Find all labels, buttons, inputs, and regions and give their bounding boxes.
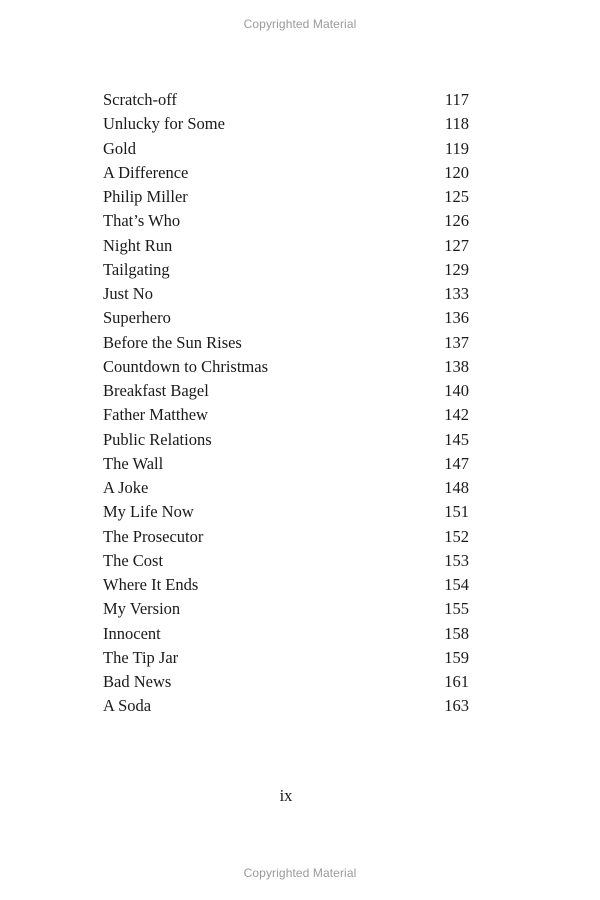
toc-entry bbox=[103, 403, 469, 427]
toc-entry-title: The Prosecutor bbox=[103, 526, 204, 546]
toc-entry-page: 117 bbox=[444, 90, 469, 109]
toc-entry bbox=[103, 476, 469, 500]
toc-entry-page: 120 bbox=[444, 162, 469, 182]
toc-entry-page: 155 bbox=[444, 599, 469, 619]
toc-entry bbox=[103, 258, 469, 282]
toc-entry-page: 140 bbox=[444, 381, 469, 400]
toc-entry-title: Superhero bbox=[103, 308, 171, 328]
toc-entry bbox=[103, 452, 469, 476]
toc-entry bbox=[103, 549, 469, 573]
toc-entry-title: Bad News bbox=[103, 672, 172, 691]
toc-entry-title: Before the Sun Rises bbox=[103, 332, 242, 352]
toc-entry bbox=[103, 646, 469, 670]
toc-entry-page: 137 bbox=[444, 332, 469, 352]
toc-entry-title: The Tip Jar bbox=[103, 647, 179, 667]
toc-entry-title: Countdown to Christmas bbox=[103, 356, 269, 376]
toc-entry bbox=[103, 209, 469, 233]
toc-entry-title: That’s Who bbox=[103, 211, 181, 231]
page-number: ix bbox=[279, 786, 293, 805]
toc-entry-title: A Difference bbox=[103, 162, 189, 182]
copyright-watermark-top: Copyrighted Material bbox=[243, 17, 357, 31]
toc-entry-page: 148 bbox=[444, 478, 469, 497]
toc-entry-page: 159 bbox=[444, 647, 469, 667]
table-of-contents bbox=[103, 88, 469, 719]
toc-entry-title: Unlucky for Some bbox=[103, 114, 225, 134]
toc-entry bbox=[103, 282, 469, 306]
toc-entry-title: Philip Miller bbox=[103, 187, 188, 206]
toc-entry bbox=[103, 622, 469, 646]
toc-entry-title: Breakfast Bagel bbox=[103, 381, 209, 400]
toc-entry-page: 118 bbox=[444, 114, 469, 134]
toc-entry-title: A Soda bbox=[103, 696, 152, 716]
toc-entry-title: The Cost bbox=[103, 550, 164, 570]
toc-entry-page: 145 bbox=[444, 429, 469, 449]
toc-entry-page: 158 bbox=[444, 623, 469, 643]
toc-entry bbox=[103, 694, 469, 718]
toc-entry-title: Just No bbox=[103, 284, 153, 303]
toc-entry bbox=[103, 597, 469, 621]
toc-entry-page: 129 bbox=[444, 259, 469, 279]
toc-entry-page: 151 bbox=[444, 502, 469, 522]
toc-entry-title: Public Relations bbox=[103, 429, 212, 449]
toc-entry-page: 142 bbox=[444, 405, 469, 425]
toc-entry-title: Tailgating bbox=[103, 259, 170, 279]
toc-entry-page: 154 bbox=[444, 575, 469, 594]
toc-entry-title: A Joke bbox=[103, 478, 149, 497]
toc-entry bbox=[103, 428, 469, 452]
toc-entry-title: Where It Ends bbox=[103, 575, 199, 594]
toc-entry bbox=[103, 137, 469, 161]
toc-entry bbox=[103, 331, 469, 355]
toc-entry-page: 147 bbox=[444, 453, 469, 473]
toc-entry bbox=[103, 88, 469, 112]
toc-entry-page: 152 bbox=[444, 526, 469, 546]
toc-entry-title: Innocent bbox=[103, 623, 161, 643]
toc-entry-title: My Life Now bbox=[103, 502, 194, 522]
toc-entry-title: Gold bbox=[103, 138, 136, 158]
toc-entry-page: 125 bbox=[444, 187, 469, 206]
toc-entry bbox=[103, 234, 469, 258]
toc-entry bbox=[103, 355, 469, 379]
toc-entry-page: 136 bbox=[444, 308, 469, 328]
toc-entry-page: 161 bbox=[444, 672, 469, 691]
toc-entry-page: 127 bbox=[444, 235, 469, 255]
toc-entry bbox=[103, 379, 469, 403]
toc-entry-page: 138 bbox=[444, 356, 469, 376]
toc-entry-title: The Wall bbox=[103, 453, 164, 473]
toc-entry-page: 119 bbox=[444, 138, 469, 158]
toc-entry bbox=[103, 112, 469, 136]
toc-entry bbox=[103, 573, 469, 597]
toc-entry-title: Night Run bbox=[103, 235, 173, 255]
toc-entry bbox=[103, 500, 469, 524]
toc-entry-page: 153 bbox=[444, 550, 469, 570]
toc-entry bbox=[103, 525, 469, 549]
toc-entry-title: Father Matthew bbox=[103, 405, 208, 425]
toc-entry-page: 126 bbox=[444, 211, 469, 231]
toc-entry bbox=[103, 185, 469, 209]
toc-entry bbox=[103, 306, 469, 330]
toc-entry bbox=[103, 161, 469, 185]
toc-entry-title: Scratch-off bbox=[103, 90, 177, 109]
toc-entry-page: 133 bbox=[444, 284, 469, 303]
copyright-watermark-bottom: Copyrighted Material bbox=[243, 866, 357, 880]
toc-entry-page: 163 bbox=[444, 696, 469, 716]
toc-entry bbox=[103, 670, 469, 694]
toc-entry-title: My Version bbox=[103, 599, 181, 619]
